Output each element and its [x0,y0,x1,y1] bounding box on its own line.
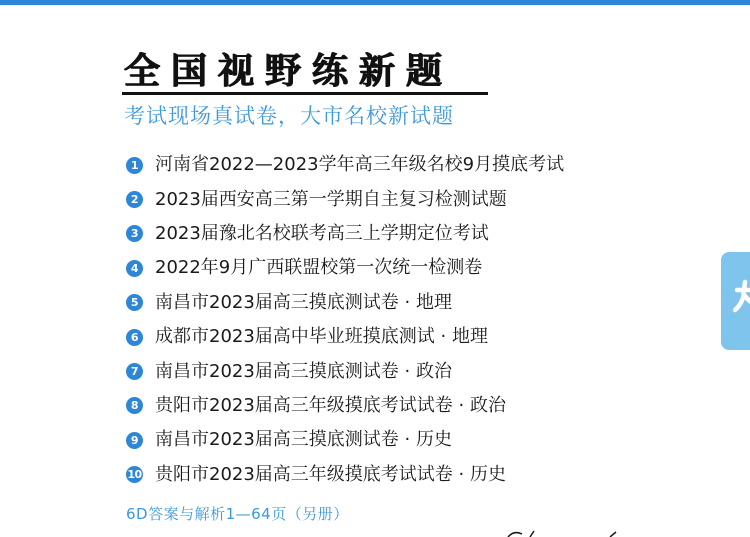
list-item [126,389,686,423]
list-item-text: 2023届西安高三第一学期自主复习检测试题 [155,188,507,210]
list-item-text: 2023届豫北名校联考高三上学期定位考试 [155,222,489,244]
page-heading: 全国视野练新题 [124,51,454,92]
list-item-text: 河南省2022—2023学年高三年级名校9月摸底考试 [155,154,565,176]
list-item [126,423,686,457]
list-item-text: 南昌市2023届高三摸底测试卷 · 历史 [155,429,452,451]
answer-page-note: 6D答案与解析1—64页（另册） [126,505,349,523]
list-item [126,354,686,388]
top-accent-bar [0,0,750,5]
cropped-decoration [500,528,630,537]
number-badge: 1 [126,157,143,174]
number-badge: 7 [126,363,143,380]
list-item [126,217,686,251]
exam-list [126,148,686,492]
list-item-text: 贵阳市2023届高三年级摸底考试试卷 · 政治 [155,394,506,416]
list-item-text: 2022年9月广西联盟校第一次统一检测卷 [155,257,483,279]
list-item-text: 成都市2023届高中毕业班摸底测试 · 地理 [155,326,488,348]
number-badge: 6 [126,329,143,346]
page-subheading: 考试现场真试卷，大市名校新试题 [124,104,454,128]
number-badge: 3 [126,225,143,242]
list-item [126,320,686,354]
list-item-text: 南昌市2023届高三摸底测试卷 · 政治 [155,360,452,382]
heading-underline [122,92,488,95]
list-item [126,286,686,320]
list-item [126,148,686,182]
number-badge: 2 [126,191,143,208]
list-item [126,458,686,492]
number-badge: 4 [126,260,143,277]
side-tab-glyph-fragment [733,276,750,316]
number-badge: 8 [126,397,143,414]
number-badge: 10 [127,468,142,482]
list-item [126,182,686,216]
number-badge: 5 [126,294,143,311]
number-badge: 9 [126,432,143,449]
list-item [126,251,686,285]
list-item-text: 贵阳市2023届高三年级摸底考试试卷 · 历史 [155,463,506,485]
list-item-text: 南昌市2023届高三摸底测试卷 · 地理 [155,291,452,313]
